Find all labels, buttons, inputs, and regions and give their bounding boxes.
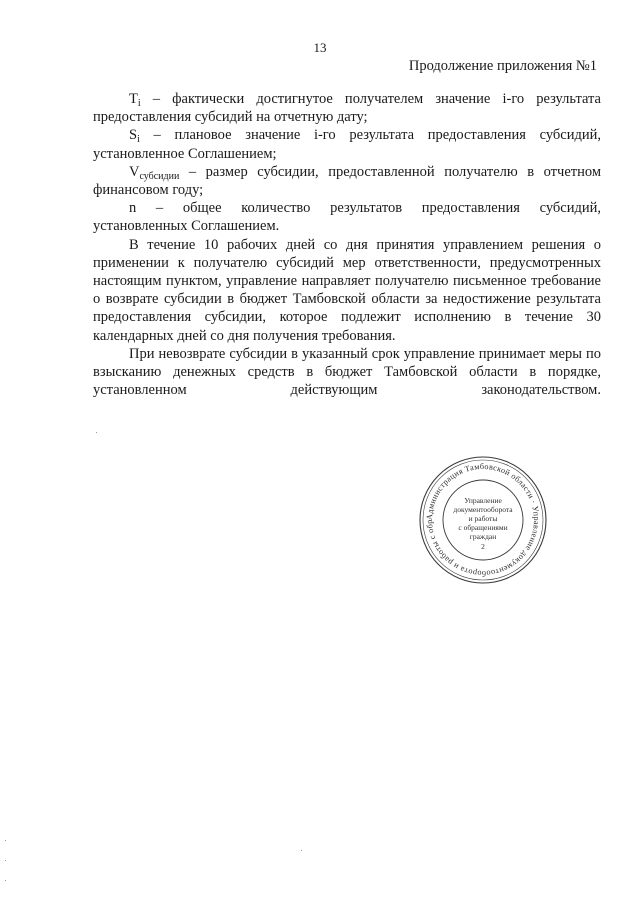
paragraph-return-requirement: В течение 10 рабочих дней со дня принятия управлением решения о применении к получателю субсидий мер ответственности, предусмотренных настоящим пунктом, управление направляет получателю письменное требование о возврате субсидии в бюджет Тамбовской области за недостижение результата предоставления субсидии, которое подлежит исполнению в течение 30 календарных дней со дня получения требования. (93, 236, 601, 344)
definition-t: $T_i$ – фактически достигнутое получателем значение i-го результата предоставления субсидий на отчетную дату; (93, 91, 601, 126)
paragraph-recovery-measures: При невозврате субсидии в указанный срок управление принимает меры по взысканию денежных средств в бюджет Тамбовской области в порядке, установленном действующим законодательством. (93, 345, 601, 399)
stamp-center-line-5: граждан (469, 532, 497, 541)
stamp-center-line-1: Управление (464, 496, 502, 505)
page-number: 13 (313, 40, 327, 55)
scan-speck (301, 850, 302, 851)
scan-speck (96, 432, 97, 433)
stamp-center-line-3: и работы (468, 514, 498, 523)
appendix-continuation-label: Продолжение приложения №1 (408, 58, 597, 74)
stamp-outer-text: Администрация Тамбовской области · Управление документооборота и работы с обр (424, 461, 542, 579)
stamp-number: 2 (481, 542, 485, 551)
stamp-center-line-2: документооборота (453, 505, 513, 514)
official-stamp (418, 455, 548, 585)
definition-s: $S_i$ – плановое значение i-го результата предоставления субсидий, установленное Соглашением; (93, 127, 601, 162)
stamp-center-line-4: с обращениями (458, 523, 508, 532)
scan-speck (5, 880, 6, 881)
definition-n: n – общее количество результатов предоставления субсидий, установленных Соглашением. (93, 200, 601, 235)
document-body (93, 90, 601, 399)
definition-v: $V_{субсидии}$ – размер субсидии, предоставленной получателю в отчетном финансовом году; (93, 163, 601, 199)
scan-speck (5, 840, 6, 841)
scan-speck (5, 860, 6, 861)
